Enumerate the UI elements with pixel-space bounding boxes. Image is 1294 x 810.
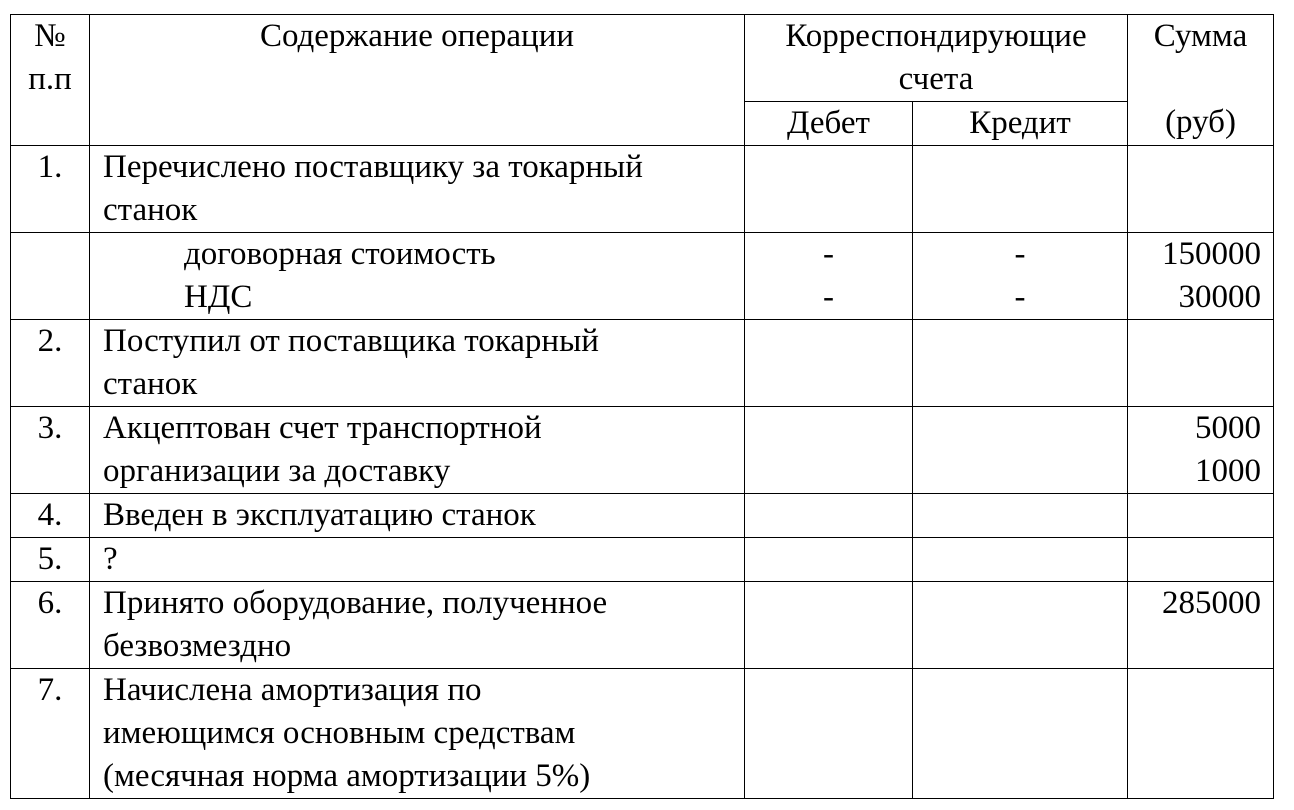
row-amount bbox=[1128, 538, 1274, 582]
row-description: Акцептован счет транспортной организации за доставку bbox=[90, 407, 745, 494]
header-number-cell bbox=[11, 15, 90, 146]
row-description: Начислена амортизация по имеющимся основным средствам (месячная норма амортизации 5%) bbox=[90, 669, 745, 799]
header-content-label: Содержание операции bbox=[259, 18, 575, 54]
row-credit bbox=[913, 407, 1128, 494]
header-number-abbr: п.п bbox=[28, 61, 72, 97]
table-row bbox=[11, 582, 1274, 669]
row-credit: - - bbox=[913, 233, 1128, 320]
header-sum-cell bbox=[1128, 15, 1274, 146]
header-credit-cell bbox=[913, 102, 1128, 146]
row-number: 7. bbox=[11, 669, 90, 799]
row-number bbox=[11, 233, 90, 320]
row-debit bbox=[745, 538, 913, 582]
row-description: Поступил от поставщика токарный станок bbox=[90, 320, 745, 407]
row-number: 4. bbox=[11, 494, 90, 538]
row-description: Принято оборудование, полученное безвозмездно bbox=[90, 582, 745, 669]
row-number: 1. bbox=[11, 146, 90, 233]
row-credit bbox=[913, 320, 1128, 407]
header-sum-unit: (руб) bbox=[1165, 104, 1236, 140]
header-accounts-line1: Корреспондирующие bbox=[785, 18, 1087, 54]
row-description: договорная стоимость НДС bbox=[90, 233, 745, 320]
row-credit bbox=[913, 582, 1128, 669]
row-amount bbox=[1128, 320, 1274, 407]
row-debit bbox=[745, 582, 913, 669]
row-number: 2. bbox=[11, 320, 90, 407]
table-row bbox=[11, 233, 1274, 320]
header-row-top bbox=[11, 15, 1274, 102]
table-row bbox=[11, 320, 1274, 407]
header-debit-label: Дебет bbox=[787, 105, 870, 141]
row-credit bbox=[913, 146, 1128, 233]
table-row bbox=[11, 538, 1274, 582]
row-number: 6. bbox=[11, 582, 90, 669]
row-amount: 285000 bbox=[1128, 582, 1274, 669]
table-row bbox=[11, 407, 1274, 494]
row-number: 5. bbox=[11, 538, 90, 582]
row-description: Перечислено поставщику за токарный станок bbox=[90, 146, 745, 233]
row-debit bbox=[745, 407, 913, 494]
row-number: 3. bbox=[11, 407, 90, 494]
row-debit bbox=[745, 146, 913, 233]
row-amount: 5000 1000 bbox=[1128, 407, 1274, 494]
table-row bbox=[11, 146, 1274, 233]
row-debit bbox=[745, 494, 913, 538]
row-amount bbox=[1128, 146, 1274, 233]
header-accounts-line2: счета bbox=[898, 61, 974, 97]
row-amount: 150000 30000 bbox=[1128, 233, 1274, 320]
header-credit-label: Кредит bbox=[969, 105, 1071, 141]
row-credit bbox=[913, 669, 1128, 799]
header-sum-label: Сумма bbox=[1153, 18, 1248, 54]
table-row bbox=[11, 494, 1274, 538]
header-number-symbol: № bbox=[34, 18, 66, 54]
header-debit-cell bbox=[745, 102, 913, 146]
header-content-cell bbox=[90, 15, 745, 146]
row-amount bbox=[1128, 669, 1274, 799]
row-debit bbox=[745, 320, 913, 407]
row-debit bbox=[745, 669, 913, 799]
row-amount bbox=[1128, 494, 1274, 538]
row-credit bbox=[913, 494, 1128, 538]
row-debit: - - bbox=[745, 233, 913, 320]
operations-table bbox=[10, 14, 1274, 799]
row-credit bbox=[913, 538, 1128, 582]
row-description: Введен в эксплуатацию станок bbox=[90, 494, 745, 538]
row-description: ? bbox=[90, 538, 745, 582]
header-accounts-cell bbox=[745, 15, 1128, 102]
table-row bbox=[11, 669, 1274, 799]
